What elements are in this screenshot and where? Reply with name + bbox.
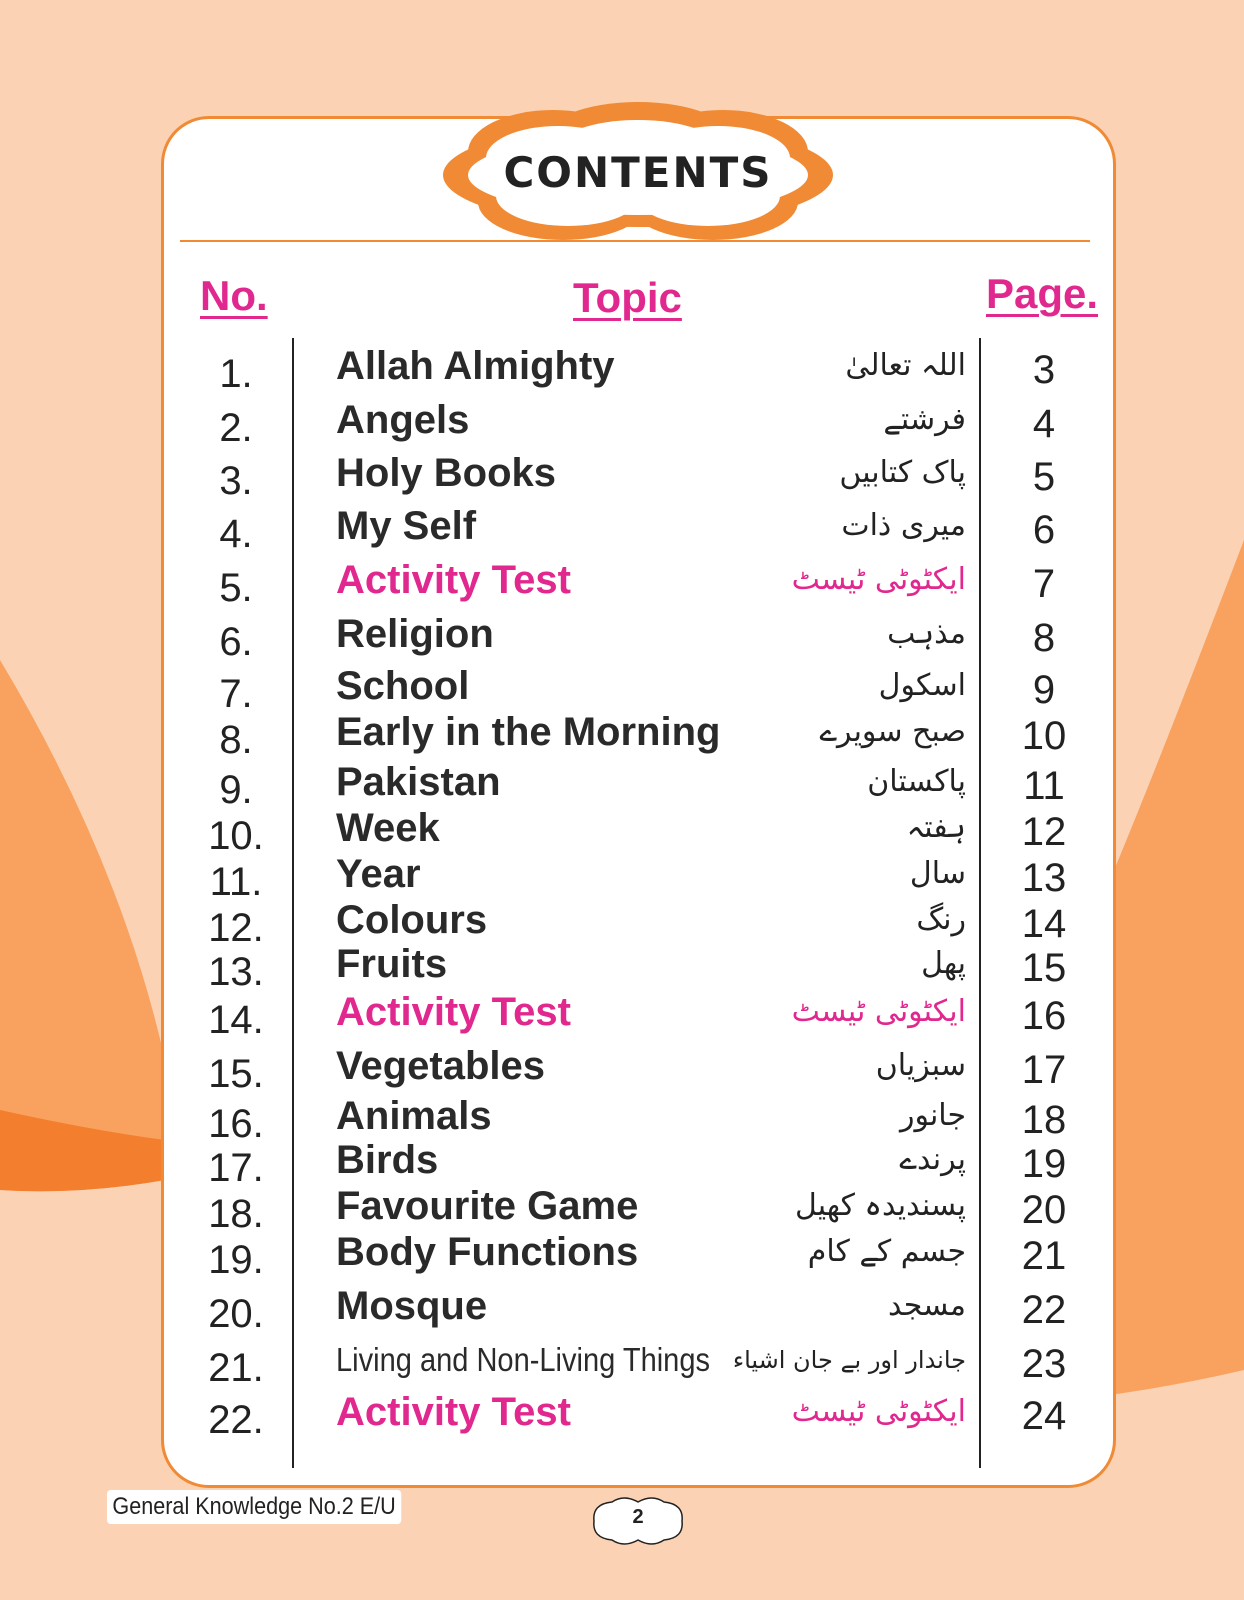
row-number: 4. xyxy=(219,512,253,556)
row-page: 9 xyxy=(1032,668,1056,712)
row-topic-urdu: اللہ تعالیٰ xyxy=(845,348,966,383)
row-topic-urdu: ایکٹوٹی ٹیسٹ xyxy=(791,562,966,597)
row-page: 24 xyxy=(1021,1394,1067,1438)
row-page: 12 xyxy=(1021,810,1067,854)
table-row xyxy=(0,447,1244,503)
row-number: 3. xyxy=(219,459,253,503)
row-topic: Activity Test xyxy=(336,1390,571,1434)
row-topic-urdu: پرندے xyxy=(899,1142,966,1177)
table-row xyxy=(0,756,1244,812)
row-topic-urdu: مسجد xyxy=(888,1288,966,1323)
row-topic-urdu: ایکٹوٹی ٹیسٹ xyxy=(791,1394,966,1429)
row-number: 14. xyxy=(208,998,264,1042)
row-topic-urdu: جاندار اور بے جان اشیاء xyxy=(732,1346,966,1374)
header-topic: Topic xyxy=(573,274,682,321)
row-topic: Favourite Game xyxy=(336,1184,639,1228)
row-page: 16 xyxy=(1021,994,1067,1038)
row-number: 20. xyxy=(208,1292,264,1336)
row-number: 9. xyxy=(219,768,253,812)
row-topic: Week xyxy=(336,806,440,850)
row-number: 11. xyxy=(209,860,263,904)
row-page: 10 xyxy=(1021,714,1067,758)
row-page: 18 xyxy=(1021,1098,1067,1142)
row-topic-urdu: پھل xyxy=(921,946,966,981)
table-row xyxy=(0,1226,1244,1282)
row-number: 12. xyxy=(208,906,264,950)
table-row xyxy=(0,340,1244,396)
row-number: 15. xyxy=(208,1052,264,1096)
table-row xyxy=(0,1040,1244,1096)
title-divider xyxy=(180,240,1090,242)
row-number: 5. xyxy=(219,566,253,610)
row-number: 7. xyxy=(219,672,253,716)
row-topic: Body Functions xyxy=(336,1230,639,1274)
row-topic: Religion xyxy=(336,612,494,656)
row-number: 8. xyxy=(219,718,253,762)
row-number: 21. xyxy=(208,1346,264,1390)
row-page: 4 xyxy=(1032,402,1056,446)
row-page: 11 xyxy=(1023,764,1065,808)
row-topic: Angels xyxy=(336,398,470,442)
row-number: 2. xyxy=(219,406,253,450)
row-topic: Pakistan xyxy=(336,760,501,804)
row-topic: Holy Books xyxy=(336,451,557,495)
row-page: 7 xyxy=(1032,562,1056,606)
row-topic-urdu: ہفتہ xyxy=(906,810,966,845)
table-row xyxy=(0,986,1244,1042)
row-topic: Allah Almighty xyxy=(336,344,615,388)
row-topic: Living and Non-Living Things xyxy=(336,1341,710,1378)
row-page: 17 xyxy=(1021,1048,1067,1092)
row-topic: Animals xyxy=(336,1094,492,1138)
row-topic: Early in the Morning xyxy=(336,710,721,754)
row-number: 13. xyxy=(208,950,264,994)
table-row xyxy=(0,938,1244,994)
row-page: 14 xyxy=(1021,902,1067,946)
row-topic: Colours xyxy=(336,898,488,942)
book-label: General Knowledge No.2 E/U xyxy=(107,1490,401,1524)
row-page: 8 xyxy=(1032,616,1056,660)
table-row xyxy=(0,554,1244,610)
row-topic-urdu: پسندیدہ کھیل xyxy=(794,1188,966,1223)
table-row xyxy=(0,1134,1244,1190)
row-topic-urdu: جسم کے کام xyxy=(807,1234,966,1269)
table-row xyxy=(0,848,1244,904)
row-topic: Vegetables xyxy=(336,1044,546,1088)
page-title: CONTENTS xyxy=(503,148,773,197)
row-topic: Activity Test xyxy=(336,990,571,1034)
table-row xyxy=(0,802,1244,858)
table-row xyxy=(0,1334,1244,1390)
row-topic: School xyxy=(336,664,470,708)
row-page: 21 xyxy=(1021,1234,1067,1278)
row-number: 19. xyxy=(208,1238,264,1282)
row-topic-urdu: میری ذات xyxy=(841,508,966,543)
row-topic: Mosque xyxy=(336,1284,488,1328)
row-topic-urdu: جانور xyxy=(899,1098,966,1133)
row-topic-urdu: ایکٹوٹی ٹیسٹ xyxy=(791,994,966,1029)
row-page: 5 xyxy=(1032,455,1056,499)
row-page: 23 xyxy=(1021,1342,1067,1386)
row-topic-urdu: صبح سویرے xyxy=(819,714,966,749)
row-topic: Year xyxy=(336,852,421,896)
table-row xyxy=(0,500,1244,556)
row-page: 15 xyxy=(1021,946,1067,990)
row-page: 20 xyxy=(1021,1188,1067,1232)
row-topic: Birds xyxy=(336,1138,439,1182)
row-number: 1. xyxy=(219,352,253,396)
row-page: 3 xyxy=(1032,348,1056,392)
row-topic-urdu: اسکول xyxy=(878,668,966,703)
row-page: 22 xyxy=(1021,1288,1067,1332)
row-number: 17. xyxy=(208,1146,264,1190)
row-page: 13 xyxy=(1021,856,1067,900)
row-number: 16. xyxy=(208,1102,264,1146)
row-number: 22. xyxy=(208,1398,264,1442)
table-row xyxy=(0,1280,1244,1336)
row-topic-urdu: رنگ xyxy=(916,902,966,937)
row-topic-urdu: پاک کتابیں xyxy=(839,455,966,490)
row-number: 6. xyxy=(219,620,253,664)
row-number: 10. xyxy=(208,814,264,858)
row-topic-urdu: فرشتے xyxy=(883,402,966,437)
row-topic-urdu: پاکستان xyxy=(867,764,966,799)
header-page: Page. xyxy=(986,270,1099,317)
row-page: 19 xyxy=(1021,1142,1067,1186)
table-row xyxy=(0,706,1244,762)
row-number: 18. xyxy=(208,1192,264,1236)
table-row xyxy=(0,608,1244,664)
row-topic-urdu: مذہب xyxy=(887,616,966,651)
row-topic-urdu: سال xyxy=(909,856,966,891)
table-row xyxy=(0,1386,1244,1442)
page-number: 2 xyxy=(632,1506,644,1528)
row-topic: My Self xyxy=(336,504,477,548)
row-topic-urdu: سبزیاں xyxy=(875,1048,966,1083)
table-row xyxy=(0,1180,1244,1236)
row-page: 6 xyxy=(1032,508,1056,552)
header-no: No. xyxy=(200,272,268,319)
table-row xyxy=(0,394,1244,450)
row-topic: Activity Test xyxy=(336,558,571,602)
table-row xyxy=(0,660,1244,716)
row-topic: Fruits xyxy=(336,942,448,986)
